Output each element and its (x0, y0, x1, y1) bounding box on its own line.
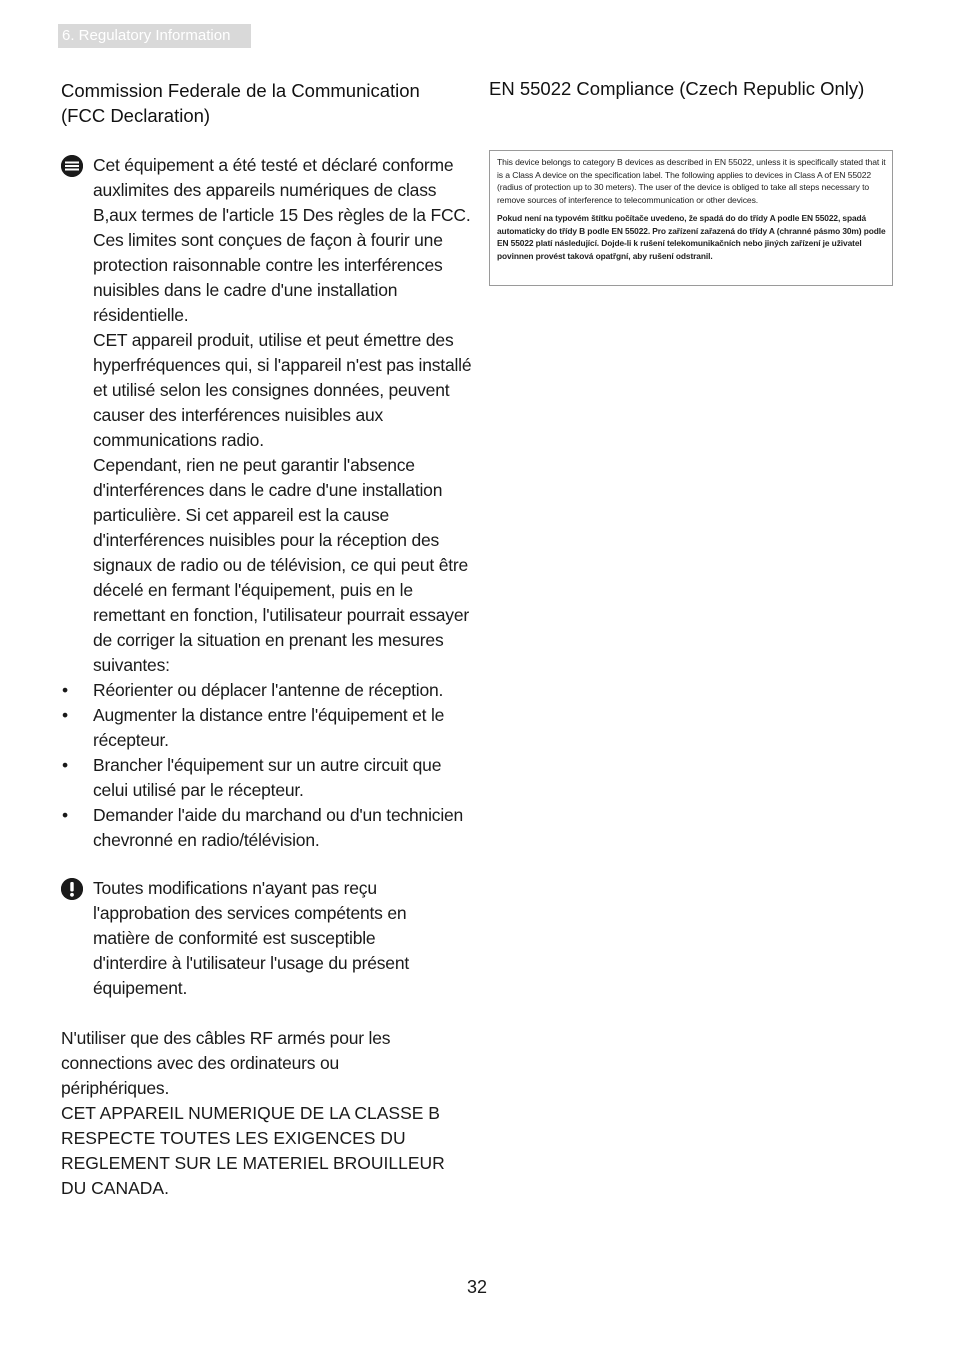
note-icon (61, 155, 83, 177)
list-item-text: Brancher l'équipement sur un autre circuit que celui utilisé par le récepteur. (93, 755, 442, 800)
en55022-title: EN 55022 Compliance (Czech Republic Only) (489, 78, 865, 99)
notice-czech: Pokud není na typovém štítku počítače uvedeno, že spadá do do třídy A podle EN 55022, spadá automaticky do třídy B podle EN 55022. Pro zařízení zařazená do třídy A (chranné pásmo 30m) podle EN 55022 platí následující. Dojde-li k rušení telekomunikačních nebo jiných zařízení je uživatel povinnen provést taková opatřgní, aby rušení odstranil. (497, 213, 886, 261)
list-item-text: Demander l'aide du marchand ou d'un technicien chevronné en radio/télévision. (93, 805, 464, 850)
compliance-notice-box (489, 150, 893, 286)
notice-english: This device belongs to category B devices as described in EN 55022, unless it is specifically stated that it is a Class A device on the specification label. The following applies to devices in Class A of EN 55022 (radius of protection up to 30 meters). The user of the device is obliged to take all steps necessary to remove sources of interference to telecommunication or other devices. (497, 157, 886, 205)
cables-paragraph (61, 1026, 391, 1101)
left-column (61, 78, 481, 1198)
note-paragraph: CET appareil produit, utilise et peut émettre des hyperfréquences qui, si l'appareil n'est pas installé et utilisé selon les consignes données, peuvent causer des interférences nuisibles aux communications radio. (93, 330, 472, 450)
warning-icon (61, 878, 83, 900)
canada-paragraph (61, 1101, 456, 1201)
fcc-title-line2: (FCC Declaration) (61, 105, 211, 126)
list-item: • Réorienter ou déplacer l'antenne de réception. (62, 680, 444, 700)
measures-list (61, 678, 476, 853)
list-item-text: Réorienter ou déplacer l'antenne de réception. (93, 680, 444, 700)
list-item: • Demander l'aide du marchand ou d'un technicien chevronné en radio/télévision. (62, 805, 464, 850)
fcc-note-block (61, 153, 476, 853)
fcc-title-line1: Commission Federale de la Communication (61, 80, 420, 101)
canada-text: CET APPAREIL NUMERIQUE DE LA CLASSE B RESPECTE TOUTES LES EXIGENCES DU REGLEMENT SUR LE MATERIEL BROUILLEUR DU CANADA. (61, 1103, 445, 1198)
cables-text: N'utiliser que des câbles RF armés pour les connections avec des ordinateurs ou périphériques. (61, 1028, 391, 1098)
section-tab: 6. Regulatory Information (58, 24, 251, 48)
warning-text: Toutes modifications n'ayant pas reçu l'approbation des services compétents en matière de conformité est susceptible d'interdire à l'utilisateur l'usage du présent équipement. (93, 878, 410, 998)
right-column (489, 76, 909, 261)
page-number: 32 (466, 1277, 488, 1297)
list-item-text: Augmenter la distance entre l'équipement et le récepteur. (93, 705, 445, 750)
list-item: • Brancher l'équipement sur un autre circuit que celui utilisé par le récepteur. (62, 755, 442, 800)
note-paragraph: Cet équipement a été testé et déclaré conforme auxlimites des appareils numériques de class B,aux termes de l'article 15 Des règles de la FCC. Ces limites sont conçues de façon à fourir une protection raisonnable contre les interférences nuisibles dans le cadre d'une installation résidentielle. (93, 155, 471, 325)
fcc-title (61, 78, 481, 128)
note-paragraph: Cependant, rien ne peut garantir l'absence d'interférences dans le cadre d'une installation particulière. Si cet appareil est la cause d'interférences nuisibles pour la réception des signaux de radio ou de télévision, ce qui peut être décelé en fermant l'équipement, puis en le remettant en fonction, l'utilisateur pourrait essayer de corriger la situation en prenant les mesures suivantes: (93, 455, 469, 675)
list-item: • Augmenter la distance entre l'équipement et le récepteur. (62, 705, 445, 750)
fcc-warning-block (61, 876, 476, 1001)
